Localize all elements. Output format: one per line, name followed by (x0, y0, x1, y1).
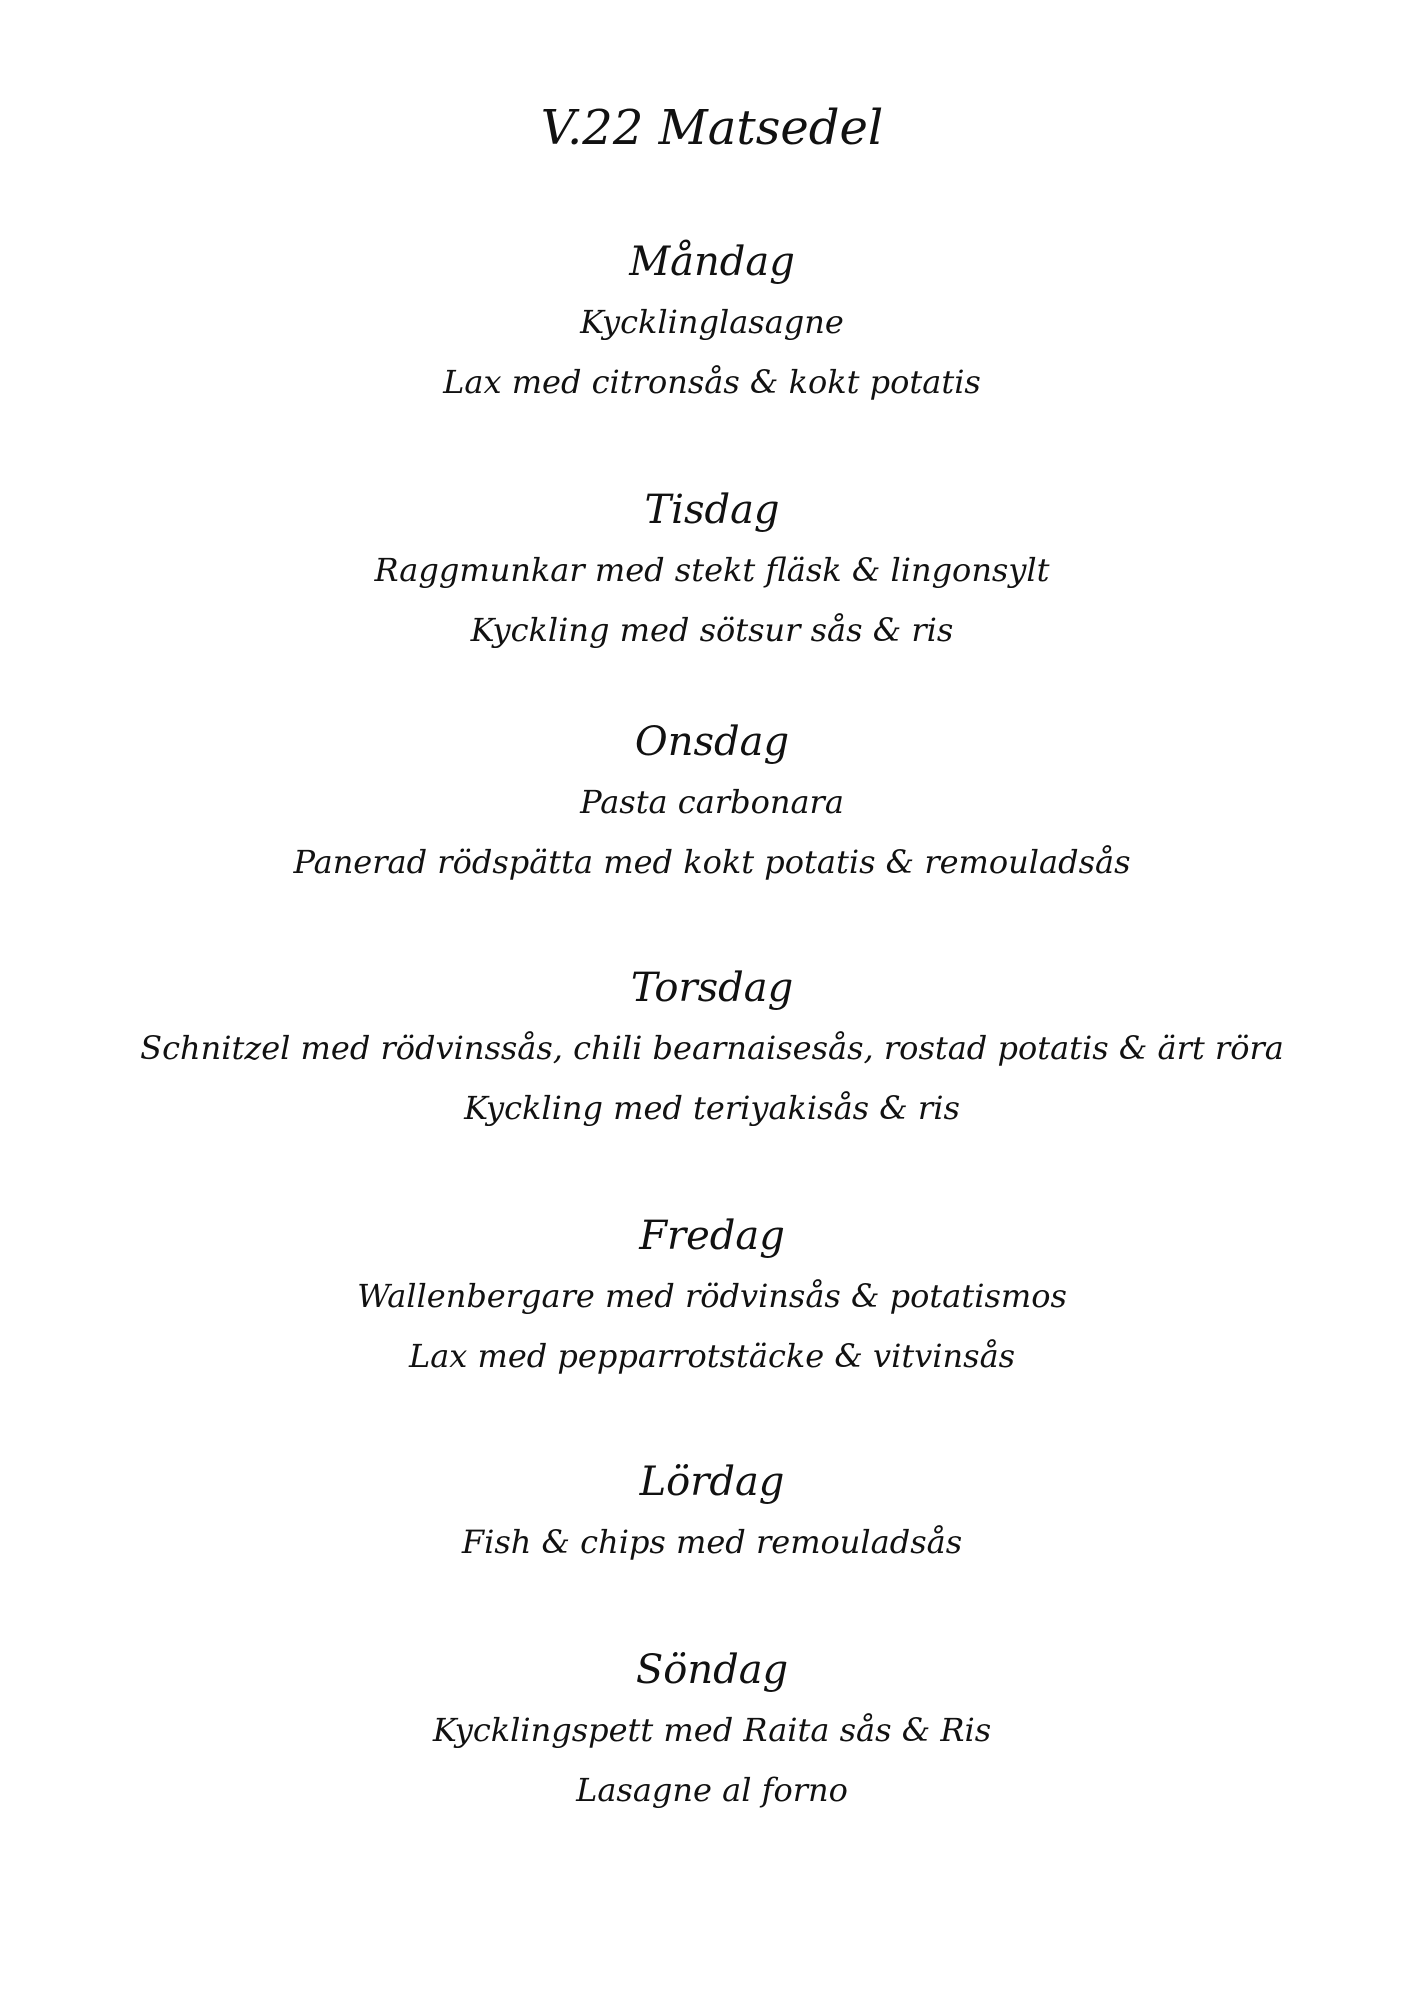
dish-item: Fish & chips med remouladsås (461, 1523, 963, 1561)
day-heading: Onsdag (634, 719, 790, 765)
dish-item: Lax med pepparrotstäcke & vitvinsås (408, 1337, 1016, 1375)
dish-item: Panerad rödspätta med kokt potatis & remouladsås (293, 843, 1131, 881)
day-section-monday (0, 232, 1424, 412)
day-heading: Måndag (629, 239, 795, 285)
page-title: V.22 Matsedel (540, 100, 884, 156)
day-section-sunday (0, 1640, 1424, 1820)
dish-item: Pasta carbonara (580, 783, 844, 821)
dish-item: Kyckling med sötsur sås & ris (470, 611, 954, 649)
day-section-friday (0, 1206, 1424, 1386)
day-section-thursday (0, 958, 1424, 1138)
day-heading: Tisdag (644, 487, 780, 533)
dish-item: Schnitzel med rödvinssås, chili bearnaisesås, rostad potatis & ärt röra (140, 1029, 1284, 1067)
dish-item: Kyckling med teriyakisås & ris (464, 1089, 960, 1127)
dish-item: Kycklinglasagne (580, 303, 844, 341)
day-section-saturday (0, 1452, 1424, 1572)
dish-item: Lax med citronsås & kokt potatis (443, 363, 981, 401)
day-section-wednesday (0, 712, 1424, 892)
dish-item: Raggmunkar med stekt fläsk & lingonsylt (374, 551, 1050, 589)
dish-item: Kycklingspett med Raita sås & Ris (432, 1711, 992, 1749)
day-heading: Torsdag (630, 965, 794, 1011)
dish-item: Lasagne al forno (576, 1771, 848, 1809)
day-section-tuesday (0, 480, 1424, 660)
dish-item: Wallenbergare med rödvinsås & potatismos (357, 1277, 1067, 1315)
day-heading: Söndag (635, 1647, 789, 1693)
day-heading: Fredag (639, 1213, 785, 1259)
day-heading: Lördag (639, 1459, 785, 1505)
